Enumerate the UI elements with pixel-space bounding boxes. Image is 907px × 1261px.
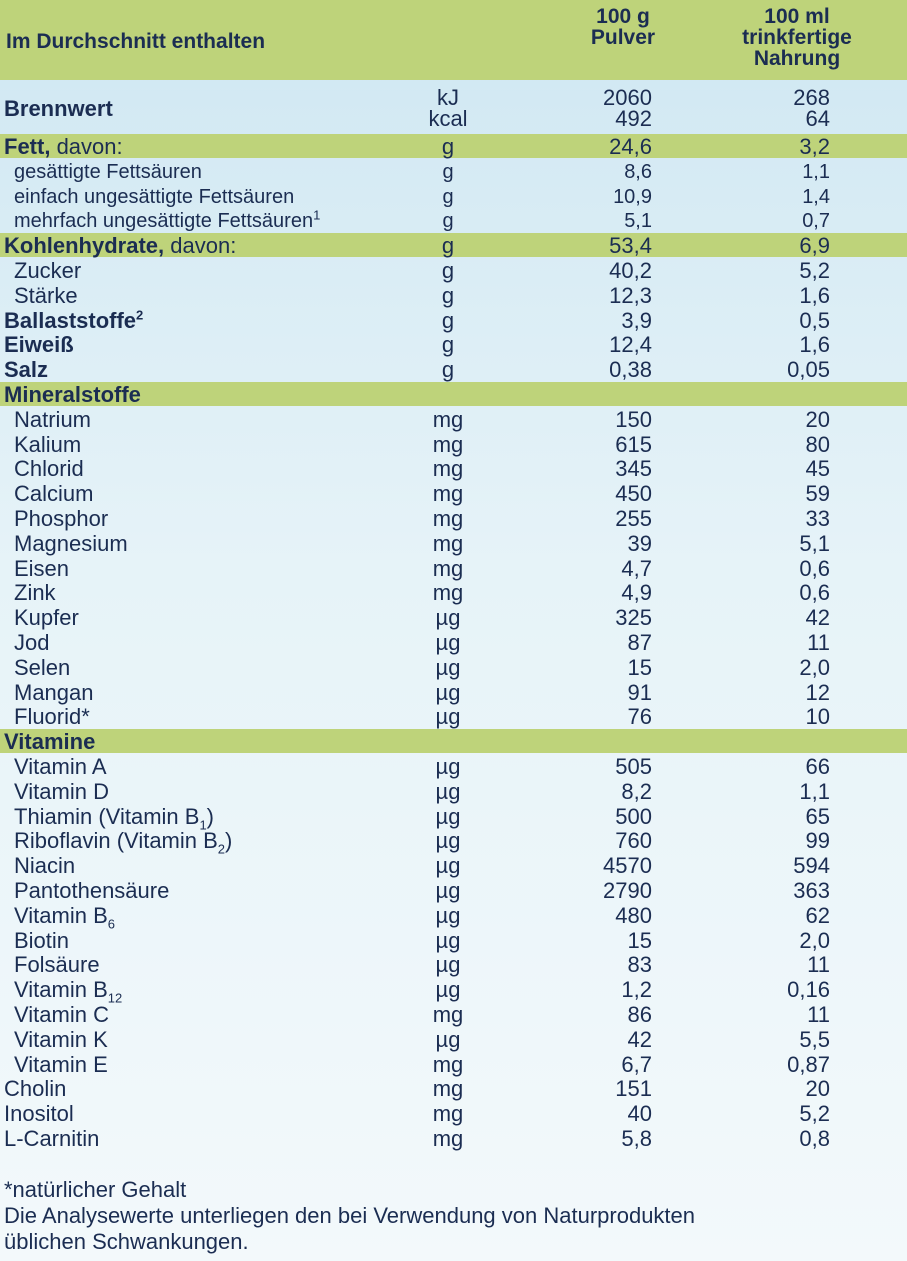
row-value-ready: 80	[805, 431, 830, 457]
row-value-powder: 4570	[603, 853, 652, 879]
header-col2-line1: 100 ml	[764, 5, 830, 28]
energy-kcal-powder: 492	[615, 106, 652, 131]
row-value-powder: 8,6	[624, 160, 652, 183]
row-value-powder: 53,4	[609, 233, 652, 259]
row-label-footnote: 2	[136, 307, 144, 323]
row-label-text: Vitamin C	[14, 1002, 109, 1027]
row-label-text: Biotin	[14, 927, 70, 953]
row-unit: µg	[435, 654, 461, 680]
row-label-tail: )	[206, 803, 214, 829]
row-value-ready: 33	[805, 506, 830, 531]
energy-unit-kcal: kcal	[428, 106, 468, 131]
row-label	[14, 408, 91, 432]
table-row	[0, 879, 907, 903]
row-value-ready: 0,16	[787, 977, 830, 1003]
header-col1-line1: 100 g	[596, 5, 650, 28]
row-value-ready: 59	[805, 481, 830, 507]
row-unit: g	[441, 332, 455, 358]
row-value-ready: 20	[805, 406, 830, 432]
energy-row	[0, 84, 907, 132]
row-label	[14, 507, 108, 531]
row-unit: µg	[435, 828, 461, 854]
table-row	[0, 209, 907, 233]
row-label	[14, 977, 123, 1006]
row-unit: µg	[435, 704, 461, 730]
row-value-powder: 12,4	[609, 332, 652, 358]
table-row	[0, 780, 907, 804]
energy-kj-powder: 2060	[603, 85, 652, 110]
row-label-text: Mineralstoffe	[4, 382, 141, 407]
row-value-ready: 0,8	[799, 1126, 830, 1151]
table-row	[0, 259, 907, 283]
header-column-powder	[560, 6, 686, 48]
row-label-text: einfach ungesättigte Fettsäuren	[14, 185, 295, 208]
row-value-powder: 1,2	[621, 977, 652, 1003]
energy-kj-ready: 268	[793, 85, 830, 110]
row-label	[14, 953, 100, 977]
row-label	[14, 1053, 108, 1077]
table-row	[0, 1003, 907, 1027]
row-label-text: Selen	[14, 654, 71, 680]
row-label	[14, 433, 81, 457]
row-value-powder: 325	[615, 605, 652, 631]
row-unit: g	[441, 307, 455, 333]
row-label	[4, 1077, 66, 1101]
row-label-text: Vitamin B	[14, 977, 108, 1003]
row-unit: µg	[435, 679, 461, 705]
row-value-ready: 1,1	[802, 160, 830, 183]
table-row	[0, 185, 907, 209]
row-label-subscript: 12	[107, 990, 123, 1006]
row-label	[14, 681, 94, 705]
row-label	[14, 160, 202, 184]
table-row	[0, 730, 907, 754]
row-label-text: Cholin	[4, 1076, 67, 1102]
table-row	[0, 408, 907, 432]
table-row	[0, 234, 907, 258]
table-row	[0, 309, 907, 333]
row-value-powder: 255	[615, 506, 652, 531]
table-row	[0, 681, 907, 705]
table-row	[0, 803, 907, 832]
row-unit: g	[442, 160, 454, 183]
row-label	[14, 482, 93, 506]
row-unit: g	[441, 258, 455, 283]
row-label	[14, 879, 169, 903]
row-value-powder: 6,7	[621, 1051, 652, 1077]
row-value-ready: 0,6	[799, 580, 830, 606]
row-value-powder: 4,9	[621, 580, 652, 606]
header-col1-line2: Pulver	[590, 26, 656, 49]
table-row	[0, 160, 907, 184]
table-row	[0, 358, 907, 382]
table-row	[0, 135, 907, 159]
table-header	[0, 0, 907, 80]
energy-units	[412, 87, 484, 129]
row-value-ready: 5,2	[799, 1101, 830, 1127]
row-label	[14, 828, 233, 857]
row-value-ready: 1,4	[802, 185, 830, 208]
row-value-powder: 615	[615, 431, 652, 457]
table-row	[0, 1053, 907, 1077]
row-value-powder: 24,6	[609, 134, 652, 159]
row-value-ready: 65	[805, 803, 830, 829]
row-label	[14, 532, 128, 556]
row-unit: µg	[435, 630, 461, 655]
row-label-text: Fett,	[4, 134, 51, 159]
table-row	[0, 284, 907, 308]
row-value-ready: 3,2	[799, 134, 830, 159]
row-label-text: gesättigte Fettsäuren	[14, 160, 202, 183]
table-row	[0, 977, 907, 1006]
row-label-text: Phosphor	[14, 506, 109, 531]
row-label	[14, 780, 109, 804]
row-label	[14, 259, 81, 283]
header-column-ready	[712, 6, 882, 69]
table-row	[0, 482, 907, 506]
table-row	[0, 854, 907, 878]
row-value-ready: 0,87	[787, 1051, 830, 1077]
row-label-suffix: davon:	[164, 233, 237, 259]
row-value-ready: 1,6	[799, 282, 830, 308]
row-value-ready: 363	[793, 878, 830, 903]
row-value-powder: 505	[615, 754, 652, 779]
row-value-powder: 12,3	[609, 282, 652, 308]
row-label-text: Kalium	[14, 431, 82, 457]
row-label-text: mehrfach ungesättigte Fettsäuren	[14, 210, 314, 233]
header-col2-line2: trinkfertige	[742, 26, 852, 49]
row-label	[14, 755, 107, 779]
row-label-text: Kohlenhydrate,	[4, 233, 165, 259]
footnote-analysis-1: Die Analysewerte unterliegen den bei Verwendung von Naturprodukten	[4, 1203, 696, 1228]
row-label	[4, 309, 143, 333]
row-value-powder: 42	[627, 1026, 652, 1052]
row-label-text: Ballaststoffe	[4, 307, 137, 333]
row-unit: mg	[432, 1002, 464, 1027]
row-value-powder: 15	[627, 927, 652, 953]
row-label-text: Riboflavin (Vitamin B	[14, 828, 218, 854]
row-value-ready: 0,7	[802, 210, 830, 233]
row-label-footnote: 1	[313, 207, 321, 223]
table-row	[0, 333, 907, 357]
row-value-ready: 1,1	[799, 778, 830, 804]
row-value-ready: 45	[805, 456, 830, 482]
row-value-powder: 2790	[603, 878, 652, 903]
row-unit: mg	[432, 1076, 464, 1102]
row-value-powder: 450	[615, 481, 652, 507]
energy-label: Brennwert	[4, 96, 113, 121]
row-unit: µg	[435, 754, 461, 779]
row-unit: g	[442, 210, 454, 233]
row-unit: g	[441, 357, 455, 383]
table-row	[0, 1127, 907, 1151]
row-label	[14, 929, 69, 953]
row-label	[14, 185, 294, 209]
energy-powder	[560, 87, 652, 129]
header-col2-line3: Nahrung	[753, 47, 841, 70]
row-value-powder: 760	[615, 828, 652, 854]
table-row	[0, 953, 907, 977]
row-unit: µg	[435, 803, 461, 829]
table-row	[0, 581, 907, 605]
row-label-text: Pantothensäure	[14, 878, 170, 903]
row-value-ready: 12	[805, 679, 830, 705]
row-unit: mg	[432, 1101, 464, 1127]
row-value-powder: 15	[627, 654, 652, 680]
row-label	[14, 284, 78, 308]
table-row	[0, 656, 907, 680]
row-value-powder: 40	[627, 1101, 652, 1127]
row-label	[14, 457, 84, 481]
row-unit: g	[442, 185, 454, 208]
row-unit: mg	[432, 456, 464, 482]
row-unit: µg	[435, 878, 461, 903]
row-label-text: Niacin	[14, 853, 76, 879]
row-label	[4, 1127, 99, 1151]
row-value-powder: 76	[627, 704, 652, 730]
row-unit: µg	[435, 778, 461, 804]
row-unit: mg	[432, 1126, 464, 1151]
row-value-ready: 42	[805, 605, 830, 631]
row-label-text: Inositol	[4, 1101, 74, 1127]
row-label	[14, 656, 70, 680]
footnotes	[4, 1177, 884, 1255]
row-value-ready: 1,6	[799, 332, 830, 358]
row-label-text: Kupfer	[14, 605, 79, 631]
row-value-ready: 99	[805, 828, 830, 854]
row-value-ready: 0,05	[787, 357, 830, 383]
row-unit: mg	[432, 580, 464, 606]
table-row	[0, 705, 907, 729]
row-value-powder: 3,9	[621, 307, 652, 333]
row-label-text: Mangan	[14, 679, 94, 705]
row-label	[4, 1102, 74, 1126]
row-label-suffix: davon:	[50, 134, 123, 159]
row-label-text: Chlorid	[14, 456, 84, 482]
row-label-text: Vitamin A	[14, 754, 107, 779]
row-label-text: Eisen	[14, 555, 70, 581]
row-label-text: L-Carnitin	[4, 1126, 100, 1151]
row-value-ready: 0,5	[799, 307, 830, 333]
table-row	[0, 557, 907, 581]
row-label	[14, 705, 90, 729]
table-row	[0, 606, 907, 630]
row-label	[14, 902, 115, 932]
table-row	[0, 1028, 907, 1052]
row-value-powder: 87	[627, 630, 652, 655]
table-row	[0, 433, 907, 457]
row-value-ready: 11	[807, 952, 830, 978]
row-label-subscript: 2	[217, 841, 226, 857]
row-value-ready: 2,0	[799, 654, 830, 680]
row-unit: g	[441, 134, 455, 159]
row-label	[4, 333, 74, 357]
footnote-analysis-2: üblichen Schwankungen.	[4, 1229, 249, 1254]
row-value-powder: 150	[615, 406, 652, 432]
row-value-powder: 151	[615, 1076, 652, 1102]
row-value-ready: 6,9	[799, 233, 830, 259]
row-label-text: Vitamin K	[14, 1026, 108, 1052]
row-label-text: Vitamine	[4, 729, 96, 755]
footnote-natural: *natürlicher Gehalt	[4, 1177, 187, 1202]
row-label-text: Magnesium	[14, 530, 128, 556]
row-value-ready: 5,5	[799, 1026, 830, 1052]
header-title: Im Durchschnitt enthalten	[6, 30, 266, 53]
row-unit: mg	[432, 530, 464, 556]
row-label	[14, 581, 56, 605]
table-row	[0, 383, 907, 407]
energy-ready	[750, 87, 830, 129]
row-label-text: Eiweiß	[4, 332, 74, 358]
row-label	[4, 135, 123, 159]
row-label-text: Vitamin D	[14, 778, 109, 804]
energy-kcal-ready: 64	[805, 106, 830, 131]
row-value-powder: 0,38	[609, 357, 652, 383]
row-label-subscript: 1	[199, 816, 207, 832]
row-unit: mg	[432, 506, 464, 531]
row-unit: µg	[435, 927, 461, 953]
row-label-text: Zucker	[14, 258, 82, 283]
row-unit: µg	[435, 977, 461, 1003]
row-label-text: Jod	[14, 630, 50, 655]
row-value-powder: 83	[627, 952, 652, 978]
row-value-powder: 500	[615, 803, 652, 829]
row-label-tail: )	[225, 828, 233, 854]
row-unit: g	[441, 282, 455, 308]
row-value-ready: 5,1	[799, 530, 830, 556]
table-row	[0, 532, 907, 556]
row-label-text: Thiamin (Vitamin B	[14, 803, 200, 829]
row-unit: µg	[435, 902, 461, 928]
row-value-ready: 0,6	[799, 555, 830, 581]
row-label	[4, 730, 95, 754]
row-label	[14, 1028, 108, 1052]
row-value-ready: 10	[805, 704, 830, 730]
row-label	[14, 557, 69, 581]
row-value-ready: 62	[805, 902, 830, 928]
table-row	[0, 929, 907, 953]
row-label	[14, 209, 320, 233]
table-row	[0, 902, 907, 932]
row-value-ready: 5,2	[799, 258, 830, 283]
row-label-text: Vitamin B	[14, 902, 108, 928]
row-label-text: Folsäure	[14, 952, 100, 978]
row-unit: mg	[432, 555, 464, 581]
row-label-text: Calcium	[14, 481, 94, 507]
row-value-powder: 40,2	[609, 258, 652, 283]
row-unit: µg	[435, 605, 461, 631]
row-value-ready: 11	[807, 630, 830, 655]
table-row	[0, 828, 907, 857]
row-label	[14, 803, 214, 832]
row-unit: µg	[435, 952, 461, 978]
row-value-powder: 91	[627, 679, 652, 705]
table-row	[0, 457, 907, 481]
row-label-subscript: 6	[107, 916, 115, 932]
row-value-ready: 2,0	[799, 927, 830, 953]
row-unit: mg	[432, 481, 464, 507]
row-label	[14, 1003, 109, 1027]
row-value-powder: 480	[615, 902, 652, 928]
row-label	[14, 631, 49, 655]
row-unit: µg	[435, 853, 461, 879]
row-value-ready: 594	[793, 853, 830, 879]
row-label-text: Vitamin E	[14, 1051, 108, 1077]
row-value-powder: 4,7	[621, 555, 652, 581]
row-value-ready: 66	[805, 754, 830, 779]
row-label	[4, 234, 236, 258]
row-unit: mg	[432, 431, 464, 457]
row-label	[4, 383, 141, 407]
row-label-text: Stärke	[14, 282, 78, 308]
row-unit: mg	[432, 406, 464, 432]
row-label	[14, 854, 75, 878]
row-value-powder: 86	[627, 1002, 652, 1027]
row-unit: µg	[435, 1026, 461, 1052]
table-row	[0, 507, 907, 531]
table-row	[0, 631, 907, 655]
row-label-text: Natrium	[14, 406, 92, 432]
row-label	[14, 606, 79, 630]
row-value-powder: 5,8	[621, 1126, 652, 1151]
row-label-text: Zink	[14, 580, 56, 606]
row-unit: mg	[432, 1051, 464, 1077]
row-value-ready: 11	[807, 1002, 830, 1027]
table-row	[0, 1077, 907, 1101]
row-label	[4, 358, 48, 382]
row-value-powder: 39	[627, 530, 652, 556]
row-value-powder: 10,9	[613, 185, 652, 208]
energy-unit-kj: kJ	[437, 85, 459, 110]
row-unit: g	[441, 233, 455, 259]
table-row	[0, 1102, 907, 1126]
table-row	[0, 755, 907, 779]
row-value-powder: 8,2	[621, 778, 652, 804]
row-value-powder: 345	[615, 456, 652, 482]
row-value-powder: 5,1	[624, 210, 652, 233]
row-value-ready: 20	[805, 1076, 830, 1102]
row-label-text: Fluorid*	[14, 704, 90, 730]
row-label-text: Salz	[4, 357, 49, 383]
